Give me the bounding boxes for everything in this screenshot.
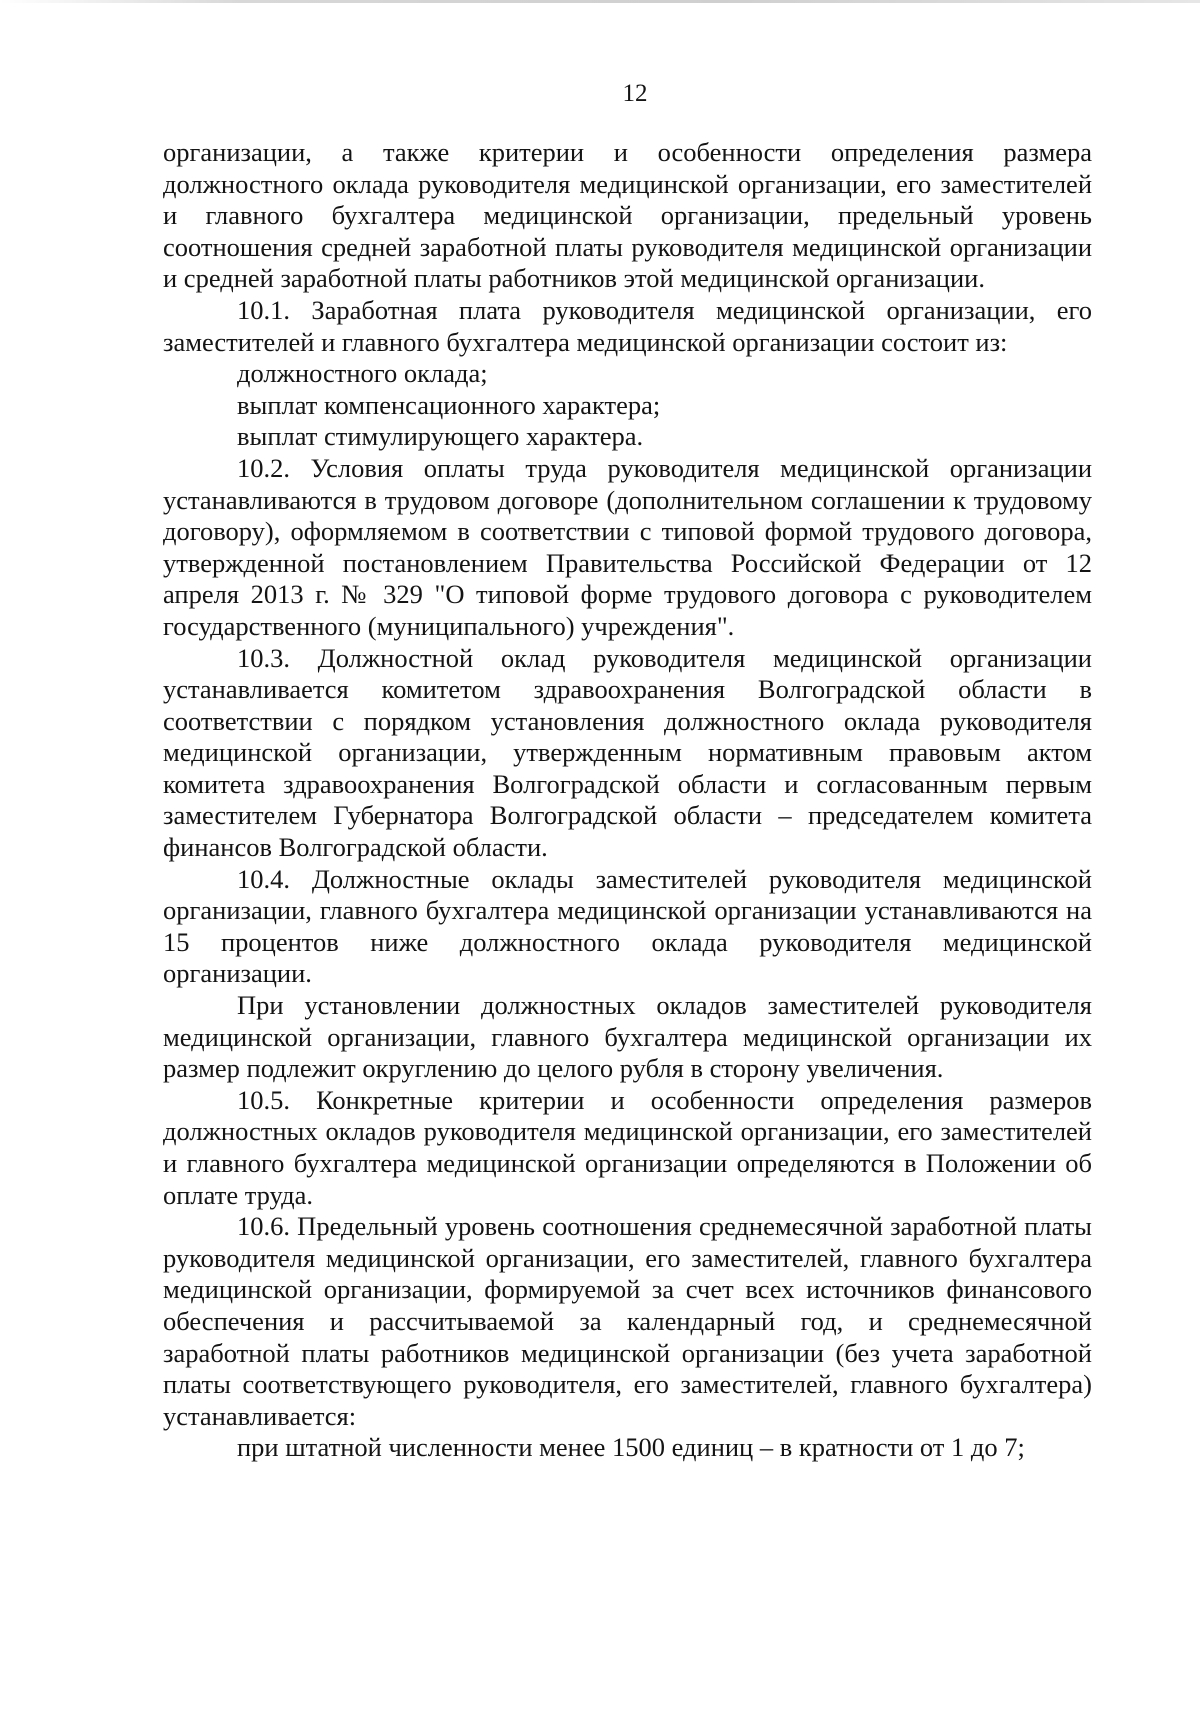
paragraph-10-1: 10.1. Заработная плата руководителя медицинской организации, его заместителей и главного бухгалтера медицинской организации состоит из: <box>163 294 1092 357</box>
paragraph-10-5: 10.5. Конкретные критерии и особенности определения размеров должностных окладов руководителя медицинской организации, его заместителей и главного бухгалтера медицинской организации определяются в Положении об оплате труда. <box>163 1084 1092 1210</box>
paragraph-10-4-rounding: При установлении должностных окладов заместителей руководителя медицинской организации, главного бухгалтера медицинской организации их размер подлежит округлению до целого рубля в сторону увеличения. <box>163 990 1092 1084</box>
page-number: 12 <box>622 80 648 107</box>
list-item-ratio: при штатной численности менее 1500 единиц – в кратности от 1 до 7; <box>237 1432 1025 1463</box>
paragraph-10-6: 10.6. Предельный уровень соотношения среднемесячной заработной платы руководителя медицинской организации, его заместителей, главного бухгалтера медицинской организации, формируемой за счет всех источников финансового обеспечения и рассчитываемой за календарный год, и среднемесячной заработной платы работников медицинской организации (без учета заработной платы соответствующего руководителя, его заместителей, главного бухгалтера) устанавливается: <box>163 1211 1092 1431</box>
paragraph-10-4: 10.4. Должностные оклады заместителей руководителя медицинской организации, главного бухгалтера медицинской организации устанавливаются на 15 процентов ниже должностного оклада руководителя медицинской организации. <box>163 863 1092 989</box>
document-body <box>163 137 1092 1464</box>
list-item-salary-component: выплат стимулирующего характера. <box>237 421 644 452</box>
scan-edge <box>0 0 1200 3</box>
list-item-salary-component: должностного оклада; <box>237 358 488 389</box>
paragraph-10-2: 10.2. Условия оплаты труда руководителя медицинской организации устанавливаются в трудовом договоре (дополнительном соглашении к трудовому договору), оформляемом в соответствии с типовой формой трудового договора, утвержденной постановлением Правительства Российской Федерации от 12 апреля 2013 г. № 329 "О типовой форме трудового договора с руководителем государственного (муниципального) учреждения". <box>163 452 1092 641</box>
paragraph-10-3: 10.3. Должностной оклад руководителя медицинской организации устанавливается комитетом здравоохранения Волгоградской области в соответствии с порядком установления должностного оклада руководителя медицинской организации, утвержденным нормативным правовым актом комитета здравоохранения Волгоградской области и согласованным первым заместителем Губернатора Волгоградской области – председателем комитета финансов Волгоградской области. <box>163 642 1092 863</box>
paragraph-intro: организации, а также критерии и особенности определения размера должностного оклада руководителя медицинской организации, его заместителей и главного бухгалтера медицинской организации, предельный уровень соотношения средней заработной платы руководителя медицинской организации и средней заработной платы работников этой медицинской организации. <box>163 137 1092 294</box>
list-item-salary-component: выплат компенсационного характера; <box>237 389 661 420</box>
